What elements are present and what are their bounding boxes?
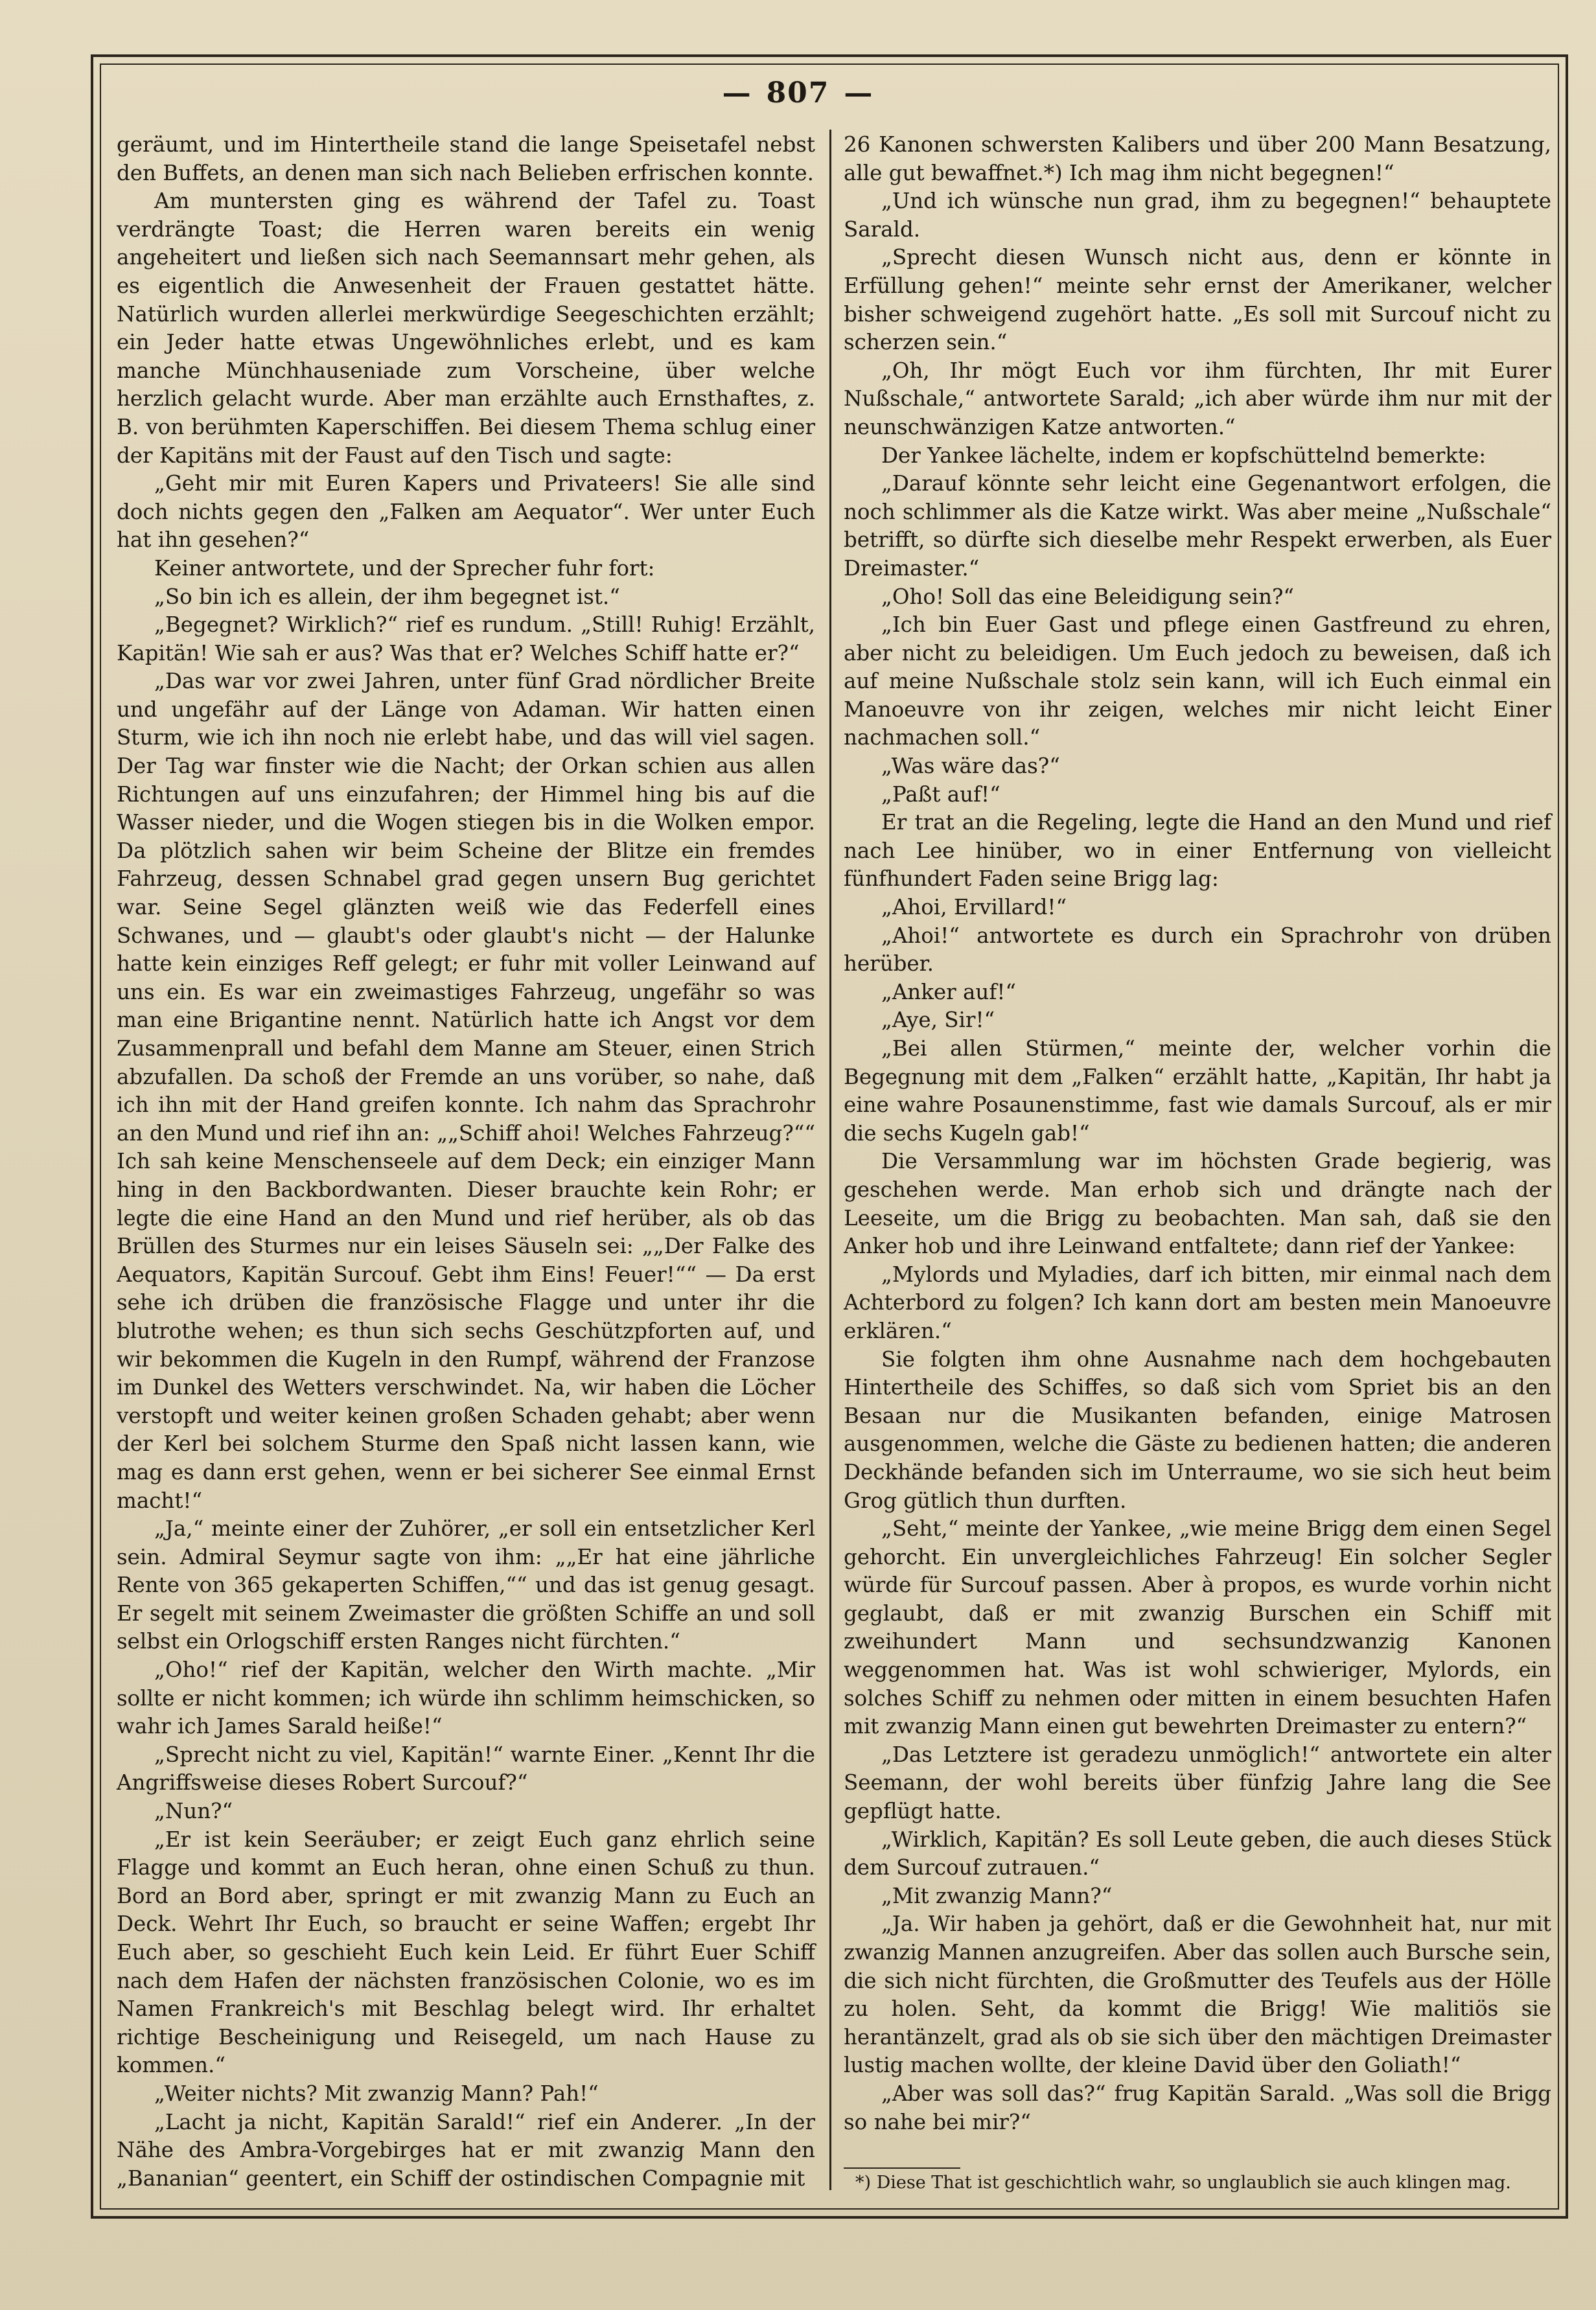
paragraph: Der Yankee lächelte, indem er kopfschüttelnd bemerkte:	[881, 443, 1486, 468]
paragraph: „Anker auf!“	[881, 979, 1017, 1004]
paragraph: „Oho! Soll das eine Beleidigung sein?“	[881, 584, 1295, 609]
paragraph: „Seht,“ meinte der Yankee, „wie meine Brigg dem einen Segel gehorcht. Ein unvergleichliches Fahrzeug! Ein solcher Segler würde für Surcouf passen. Aber à propos, es wurde vorhin nicht geglaubt, daß er mit zwanzig Burschen ein Schiff mit zweihundert Mann und sechsundzwanzig Kanonen weggenommen hat. Was ist wohl schwieriger, Mylords, ein solches Schiff zu nehmen oder mitten in einem besuchten Hafen mit zwanzig Mann einen gut bewehrten Dreimaster zu entern?“	[844, 1516, 1551, 1739]
paragraph: „Oh, Ihr mögt Euch vor ihm fürchten, Ihr mit Eurer Nußschale,“ antwortete Sarald; „ich aber würde ihm nur mit der neunschwänzigen Katze antworten.“	[844, 358, 1551, 439]
paragraph: Keiner antwortete, und der Sprecher fuhr fort:	[154, 555, 655, 581]
page-number-dash-left: —	[722, 76, 752, 110]
paragraph: „Bei allen Stürmen,“ meinte der, welcher vorhin die Begegnung mit dem „Falken“ erzählt hatte, „Kapitän, Ihr habt ja eine wahre Posaunenstimme, fast wie damals Surcouf, als er mir die sechs Kugeln gab!“	[844, 1036, 1551, 1146]
left-column	[117, 131, 815, 2193]
paragraph: 26 Kanonen schwersten Kalibers und über 200 Mann Besatzung, alle gut bewaffnet.*) Ich mag ihm nicht begegnen!“	[844, 132, 1551, 185]
paragraph: „Ahoi, Ervillard!“	[881, 895, 1067, 920]
paragraph: geräumt, und im Hintertheile stand die lange Speisetafel nebst den Buffets, an denen man sich nach Belieben erfrischen konnte.	[117, 132, 815, 185]
paragraph: „Mit zwanzig Mann?“	[881, 1883, 1113, 1908]
paragraph: „Er ist kein Seeräuber; er zeigt Euch ganz ehrlich seine Flagge und kommt an Euch heran, ohne einen Schuß zu thun. Bord an Bord aber, springt er mit zwanzig Mann zu Euch an Deck. Wehrt Ihr Euch, so braucht er seine Waffen; ergebt Ihr Euch aber, so geschieht Euch kein Leid. Er führt Euer Schiff nach dem Hafen der nächsten französischen Colonie, wo es im Namen Frankreich's mit Beschlag belegt wird. Ihr erhaltet richtige Bescheinigung und Reisegeld, um nach Hause zu kommen.“	[117, 1827, 815, 2078]
footnote-divider	[844, 2167, 960, 2169]
paragraph: „Nun?“	[154, 1799, 233, 1824]
column-divider	[829, 130, 831, 2190]
paragraph: „Aye, Sir!“	[881, 1008, 995, 1033]
page-number: 807	[766, 76, 830, 110]
paragraph: „So bin ich es allein, der ihm begegnet ist.“	[154, 584, 620, 609]
paragraph: Sie folgten ihm ohne Ausnahme nach dem hochgebauten Hintertheile des Schiffes, so daß sich vom Spriet bis an den Besaan nur die Musikanten befanden, einige Matrosen ausgenommen, welche die Gäste zu bedienen hatten; die anderen Deckhände befanden sich im Unterraume, wo sie sich heut beim Grog gütlich thun durften.	[844, 1346, 1551, 1513]
paragraph: „Ich bin Euer Gast und pflege einen Gastfreund zu ehren, aber nicht zu beleidigen. Um Euch jedoch zu beweisen, daß ich auf meine Nußschale stolz sein kann, will ich Euch einmal ein Manoeuvre von ihr zeigen, welches mir nicht leicht Einer nachmachen soll.“	[844, 612, 1551, 750]
paragraph: „Lacht ja nicht, Kapitän Sarald!“ rief ein Anderer. „In der Nähe des Ambra-Vorgebirges hat er mit zwanzig Mann den „Bananian“ geentert, ein Schiff der ostindischen Compagnie mit	[117, 2109, 815, 2191]
paragraph: „Ja,“ meinte einer der Zuhörer, „er soll ein entsetzlicher Kerl sein. Admiral Seymur sagte von ihm: „„Er hat eine jährliche Rente von 365 gekaperten Schiffen,““ und das ist genug gesagt. Er segelt mit seinem Zweimaster die größten Schiffe an und soll selbst ein Orlogschiff ersten Ranges nicht fürchten.“	[117, 1516, 815, 1654]
page-number-header	[0, 76, 1596, 110]
paragraph: Er trat an die Regeling, legte die Hand an den Mund und rief nach Lee hinüber, wo in einer Entfernung von vielleicht fünfhundert Faden seine Brigg lag:	[844, 810, 1551, 892]
paragraph: „Wirklich, Kapitän? Es soll Leute geben, die auch dieses Stück dem Surcouf zutrauen.“	[844, 1827, 1551, 1880]
paragraph: „Paßt auf!“	[881, 781, 1000, 807]
paragraph: „Sprecht diesen Wunsch nicht aus, denn er könnte in Erfüllung gehen!“ meinte sehr ernst der Amerikaner, welcher bisher schweigend zugehört hatte. „Es soll mit Surcouf nicht zu scherzen sein.“	[844, 245, 1551, 355]
right-column	[844, 131, 1551, 2136]
page-number-dash-right: —	[844, 76, 874, 110]
paragraph: „Das war vor zwei Jahren, unter fünf Grad nördlicher Breite und ungefähr auf der Länge von Adaman. Wir hatten einen Sturm, wie ich ihn noch nie erlebt habe, und das will viel sagen. Der Tag war finster wie die Nacht; der Orkan schien aus allen Richtungen auf uns einzufahren; der Himmel hing bis auf die Wasser nieder, und die Wogen stiegen bis in die Wolken empor. Da plötzlich sahen wir beim Scheine der Blitze ein fremdes Fahrzeug, dessen Schnabel grad gegen unsern Bug gerichtet war. Seine Segel glänzten weiß wie das Federfell eines Schwanes, und — glaubt's oder glaubt's nicht — der Halunke hatte kein einziges Reff gelegt; er fuhr mit voller Leinwand auf uns ein. Es war ein zweimastiges Fahrzeug, ungefähr so was man eine Brigantine nennt. Natürlich hatte ich Angst vor dem Zusammenprall und befahl dem Manne am Steuer, einen Strich abzufallen. Da schoß der Fremde an uns vorüber, so nahe, daß ich ihn mit der Hand greifen konnte. Ich nahm das Sprachrohr an den Mund und rief ihn an: „„Schiff ahoi! Welches Fahrzeug?““ Ich sah keine Menschenseele auf dem Deck; ein einziger Mann hing in den Backbordwanten. Dieser brauchte kein Rohr; er legte die eine Hand an den Mund und rief herüber, als ob das Brüllen des Sturmes nur ein leises Säuseln sei: „„Der Falke des Aequators, Kapitän Surcouf. Gebt ihm Eins! Feuer!““ — Da erst sehe ich drüben die französische Flagge und unter ihr die blutrothe wehen; es thun sich sechs Geschützpforten auf, und wir bekommen die Kugeln in den Rumpf, während der Franzose im Dunkel des Wetters verschwindet. Na, wir haben die Löcher verstopft und weiter keinen großen Schaden gehabt; aber wenn der Kerl bei solchem Sturme den Spaß nicht lassen kann, wie mag es dann erst gehen, wenn er bei sicherer See einmal Ernst macht!“	[117, 669, 815, 1513]
paragraph: „Geht mir mit Euren Kapers und Privateers! Sie alle sind doch nichts gegen den „Falken am Aequator“. Wer unter Euch hat ihn gesehen?“	[117, 471, 815, 553]
footnote: *) Diese That ist geschichtlich wahr, so unglaublich sie auch klingen mag.	[855, 2173, 1511, 2193]
paragraph: „Mylords und Myladies, darf ich bitten, mir einmal nach dem Achterbord zu folgen? Ich kann dort am besten mein Manoeuvre erklären.“	[844, 1262, 1551, 1343]
paragraph: „Sprecht nicht zu viel, Kapitän!“ warnte Einer. „Kennt Ihr die Angriffsweise dieses Robert Surcouf?“	[117, 1742, 815, 1796]
paragraph: „Ja. Wir haben ja gehört, daß er die Gewohnheit hat, nur mit zwanzig Mannen anzugreifen. Aber das sollen auch Bursche sein, die sich nicht fürchten, die Großmutter des Teufels aus der Hölle zu holen. Seht, da kommt die Brigg! Wie malitiös sie herantänzelt, grad als ob sie sich über den mächtigen Dreimaster lustig machen wollte, der kleine David über den Goliath!“	[844, 1912, 1551, 2078]
paragraph: „Ahoi!“ antwortete es durch ein Sprachrohr von drüben herüber.	[844, 923, 1551, 976]
paragraph: „Weiter nichts? Mit zwanzig Mann? Pah!“	[154, 2081, 599, 2106]
paragraph: „Das Letztere ist geradezu unmöglich!“ antwortete ein alter Seemann, der wohl bereits über fünfzig Jahre lang die See gepflügt hatte.	[844, 1742, 1551, 1824]
paragraph: „Oho!“ rief der Kapitän, welcher den Wirth machte. „Mir sollte er nicht kommen; ich würde ihn schlimm heimschicken, so wahr ich James Sarald heiße!“	[117, 1657, 815, 1739]
paragraph: Am muntersten ging es während der Tafel zu. Toast verdrängte Toast; die Herren waren bereits ein wenig angeheitert und ließen sich nach Seemannsart mehr gehen, als es eigentlich die Anwesenheit der Frauen gestattet hätte. Natürlich wurden allerlei merkwürdige Seegeschichten erzählt; ein Jeder hatte etwas Ungewöhnliches erlebt, und es kam manche Münchhauseniade zum Vorscheine, über welche herzlich gelacht wurde. Aber man erzählte auch Ernsthaftes, z. B. von berühmten Kaperschiffen. Bei diesem Thema schlug einer der Kapitäns mit der Faust auf den Tisch und sagte:	[117, 189, 815, 468]
paragraph: „Was wäre das?“	[881, 754, 1060, 779]
paragraph: Die Versammlung war im höchsten Grade begierig, was geschehen werde. Man erhob sich und drängte nach der Leeseite, um die Brigg zu beobachten. Man sah, daß sie den Anker hob und ihre Leinwand entfaltete; dann rief der Yankee:	[844, 1149, 1551, 1259]
paragraph: „Begegnet? Wirklich?“ rief es rundum. „Still! Ruhig! Erzählt, Kapitän! Wie sah er aus? Was that er? Welches Schiff hatte er?“	[117, 612, 815, 665]
paragraph: „Aber was soll das?“ frug Kapitän Sarald. „Was soll die Brigg so nahe bei mir?“	[844, 2081, 1551, 2134]
paragraph: „Darauf könnte sehr leicht eine Gegenantwort erfolgen, die noch schlimmer als die Katze wirkt. Was aber meine „Nußschale“ betrifft, so dürfte sich dieselbe mehr Respekt erwerben, als Euer Dreimaster.“	[844, 471, 1551, 581]
paragraph: „Und ich wünsche nun grad, ihm zu begegnen!“ behauptete Sarald.	[844, 189, 1551, 242]
